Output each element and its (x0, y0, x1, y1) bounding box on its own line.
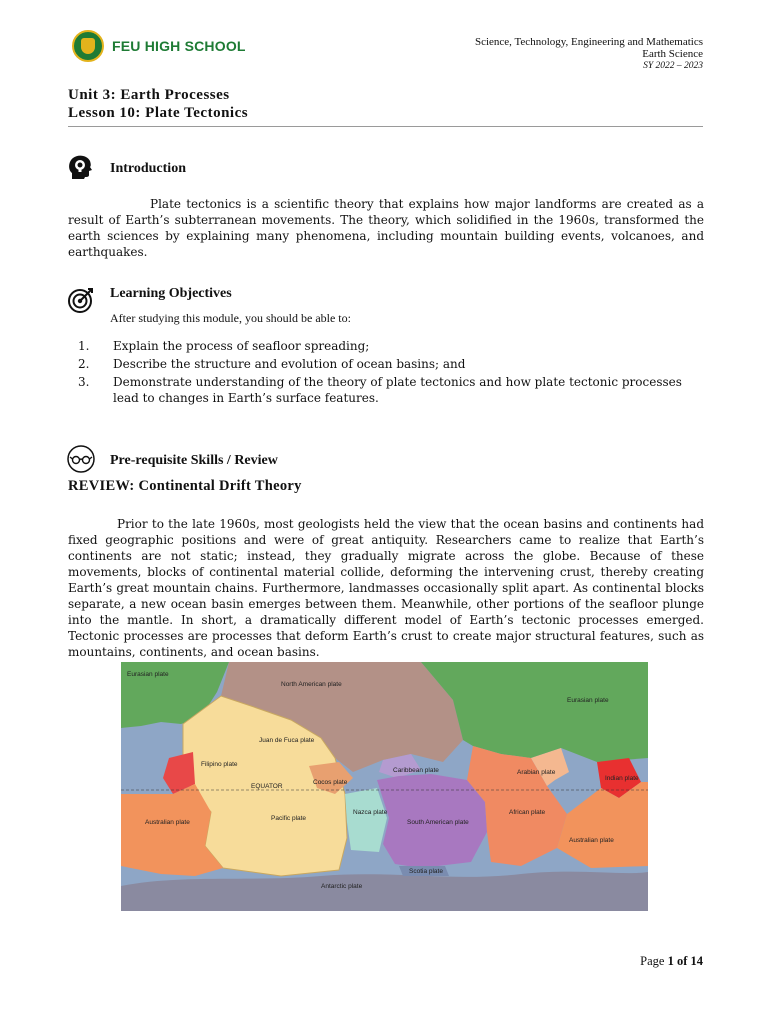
label-eurasian-west: Eurasian plate (127, 671, 169, 678)
label-north-american: North American plate (281, 681, 342, 688)
label-juan-de-fuca: Juan de Fuca plate (259, 737, 315, 744)
prereq-heading: Pre-requisite Skills / Review (110, 453, 278, 468)
label-nazca: Nazca plate (353, 809, 388, 816)
list-item: 1. Explain the process of seafloor spreading; (78, 339, 370, 353)
label-filipino: Filipino plate (201, 761, 238, 768)
label-australian-west: Australian plate (145, 819, 190, 826)
intro-heading: Introduction (110, 161, 186, 176)
label-eurasian-east: Eurasian plate (567, 697, 609, 704)
review-text: Prior to the late 1960s, most geologists held the view that the ocean basins and continents had fixed geographic positions and were of great antiquity. Researchers came to realize that Earth’s continents are not static; instead, they gradually migrate across the globe. Because of these movements, blocks of continental material collide, deforming the intervening crust, thereby creating Earth’s great mountain chains. Furthermore, landmasses occasionally split apart. As continental blocks separate, a new ocean basin emerges between them. Meanwhile, other portions of the seafloor plunge into the mantle. In short, a dramatically different model of Earth’s tectonic processes emerged. Tectonic processes are processes that deform Earth’s crust to create major structural features, such as mountains, continents, and ocean basins. (68, 517, 704, 659)
header-divider (68, 126, 703, 127)
plate-tectonics-map (121, 662, 648, 911)
label-equator: EQUATOR (251, 783, 283, 790)
school-seal-icon (72, 30, 104, 62)
review-paragraph (68, 516, 704, 660)
label-scotia: Scotia plate (409, 868, 443, 875)
list-item: 3. Demonstrate understanding of the theory of plate tectonics and how plate tectonic processes lead to changes in Earth’s surface features. (78, 375, 682, 405)
label-pacific: Pacific plate (271, 815, 307, 822)
unit-lesson-title (68, 86, 248, 122)
unit-title: Unit 3: Earth Processes (68, 87, 230, 103)
label-cocos: Cocos plate (313, 779, 348, 786)
lesson-title: Lesson 10: Plate Tectonics (68, 105, 249, 121)
label-indian: Indian plate (605, 775, 639, 782)
review-heading: REVIEW: Continental Drift Theory (68, 478, 302, 494)
intro-text: Plate tectonics is a scientific theory that explains how major landforms are created as a result of Earth’s subterranean movements. The theory, which solidified in the 1960s, transformed the earth sciences by explaining many phenomena, including mountain building events, volcanoes, and earthquakes. (68, 197, 704, 259)
school-logo (72, 30, 246, 62)
page-number: Page 1 of 14 (640, 954, 703, 968)
plate-map-svg (121, 662, 648, 911)
label-antarctic: Antarctic plate (321, 883, 363, 890)
header-info (475, 36, 703, 72)
label-caribbean: Caribbean plate (393, 767, 439, 774)
intro-paragraph (68, 196, 704, 260)
header-strand: Science, Technology, Engineering and Mathematics (474, 36, 703, 48)
label-australian-east: Australian plate (569, 837, 614, 844)
label-arabian: Arabian plate (517, 769, 556, 776)
header-school-year: SY 2022 – 2023 (643, 61, 703, 71)
objectives-heading: Learning Objectives (110, 286, 232, 301)
objectives-list (78, 338, 704, 408)
glasses-icon (66, 444, 96, 479)
header-subject: Earth Science (642, 48, 703, 60)
target-icon (66, 285, 96, 320)
objectives-lead: After studying this module, you should be able to: (110, 311, 351, 325)
list-item: 2. Describe the structure and evolution of ocean basins; and (78, 357, 466, 371)
label-south-american: South American plate (407, 819, 469, 826)
school-name: FEU HIGH SCHOOL (112, 38, 246, 54)
label-african: African plate (509, 809, 546, 816)
lightbulb-head-icon (66, 153, 96, 188)
